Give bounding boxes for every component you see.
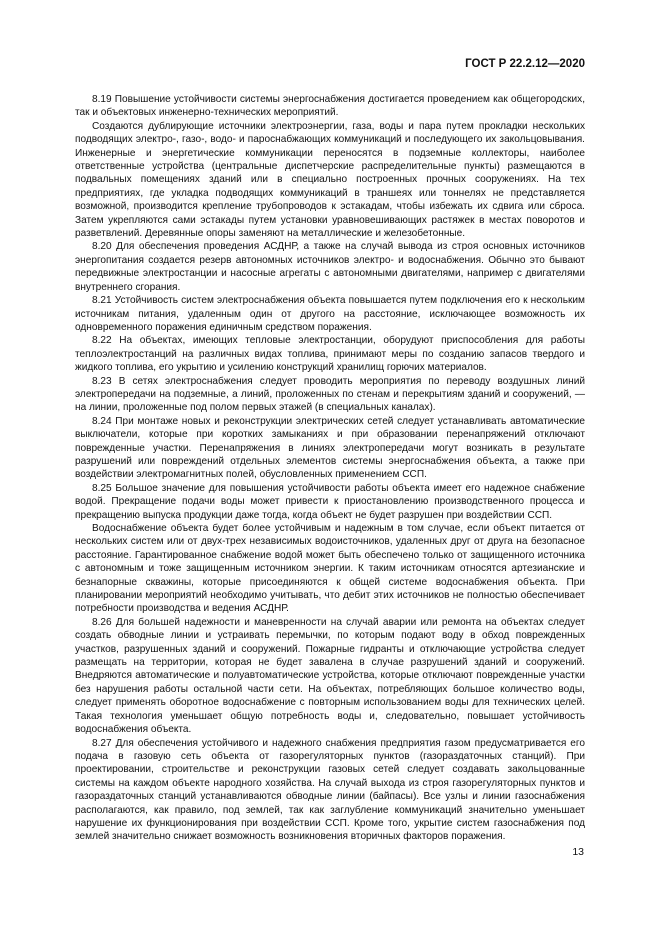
paragraph-8-22: 8.22 На объектах, имеющих тепловые электростанции, оборудуют приспособления для работы теплоэлектростанций на различных видах топлива, принимают меры по созданию запасов твердого и жидкого топлива, его укрытию и усилению конструкций хранилищ горючих материалов. — [75, 335, 585, 374]
paragraph-8-23: 8.23 В сетях электроснабжения следует проводить мероприятия по переводу воздушных линий электропередачи на подземные, а линий, проложенных по стенам и перекрытиям зданий и сооружений, — на линии, проложенные под полом первых этажей (в специальных каналах). — [75, 375, 585, 414]
document-body — [75, 93, 585, 844]
document-standard-header: ГОСТ Р 22.2.12—2020 — [465, 58, 585, 70]
paragraph-8-27: 8.27 Для обеспечения устойчивого и надежного снабжения предприятия газом предусматривается его подача в газовую сеть объекта от газорегуляторных пунктов (газораздаточных станций). При проектировании, строительстве и реконструкции газовых сетей следует создавать закольцованные системы на каждом объекте народного хозяйства. На случай выхода из строя газорегуляторных пунктов и газораздаточных станций устанавливаются обводные линии (байпасы). Все узлы и линии газоснабжения располагаются, как правило, под землей, так как заглубление коммуникаций значительно уменьшает нарушение их функционирования при воздействии ССП. Кроме того, укрытие систем газоснабжения под землей значительно снижает возможность возникновения вторичных факторов поражения. — [75, 737, 585, 843]
paragraph-8-19: 8.19 Повышение устойчивости системы энергоснабжения достигается проведением как общегородских, так и объектовых инженерно-технических мероприятий. — [75, 94, 585, 119]
paragraph-8-19-detail: Создаются дублирующие источники электроэнергии, газа, воды и пара путем прокладки нескольких подводящих электро-, газо-, водо- и пароснабжающих коммуникаций и последующего их закольцовывания. Инженерные и энергетические коммуникации переносятся в подземные коллекторы, наиболее ответственные устройства (центральные диспетчерские распределительные пункты) размещаются в подвальных помещениях зданий или в специально построенных прочных сооружениях. На тех предприятиях, где укладка подводящих коммуникаций в траншеях или тоннелях не представляется возможной, производится крепление трубопроводов к эстакадам, чтобы избежать их сдвига или сброса. Затем укрепляются сами эстакады путем установки уравновешивающих растяжек в местах поворотов и разветвлений. Деревянные опоры заменяют на металлические и железобетонные. — [75, 120, 585, 240]
paragraph-8-24: 8.24 При монтаже новых и реконструкции электрических сетей следует устанавливать автоматические выключатели, которые при коротких замыканиях и при образовании перенапряжений отключают поврежденные участки. Перенапряжения в линиях электропередачи могут возникать в результате разрушений или повреждений отдельных элементов системы энергоснабжения объекта, а также при воздействии электромагнитных полей, обусловленных применением ССП. — [75, 415, 585, 481]
paragraph-8-25: 8.25 Большое значение для повышения устойчивости работы объекта имеет его надежное снабжение водой. Прекращение подачи воды может привести к приостановлению производственного процесса и прекращению выпуска продукции даже тогда, когда объект не будет разрушен при воздействии ССП. — [75, 482, 585, 521]
page-number: 13 — [572, 846, 584, 858]
paragraph-8-20: 8.20 Для обеспечения проведения АСДНР, а также на случай вывода из строя основных источников энергопитания создается резерв автономных источников электро- и водоснабжения. Обычно это бывают передвижные электростанции и насосные агрегаты с автономными двигателями, например с двигателями внутреннего сгорания. — [75, 241, 585, 293]
paragraph-8-26: 8.26 Для большей надежности и маневренности на случай аварии или ремонта на объектах следует создать обводные линии и устраивать перемычки, по которым подают воду в обход поврежденных участков, разрушенных зданий и сооружений. Пожарные гидранты и отключающие устройства следует размещать на территории, которая не будет завалена в случае разрушений зданий и сооружений. Внедряются автоматические и полуавтоматические устройства, которые отключают поврежденные участки без нарушения работы остальной части сети. На объектах, потребляющих большое количество воды, следует применять оборотное водоснабжение с повторным использованием воды для технических целей. Такая технология уменьшает общую потребность воды и, следовательно, повышает устойчивость водоснабжения объекта. — [75, 616, 585, 736]
paragraph-8-25-detail: Водоснабжение объекта будет более устойчивым и надежным в том случае, если объект питается от нескольких систем или от двух-трех независимых водоисточников, удаленных друг от друга на безопасное расстояние. Гарантированное снабжение водой может быть обеспечено только от защищенного источника с автономным и тоже защищенным источником энергии. К таким источникам относятся артезианские и безнапорные скважины, которые присоединяются к общей системе водоснабжения объекта. При планировании мероприятий необходимо учитывать, что дебит этих источников не полностью обеспечивает потребности производства и ведения АСДНР. — [75, 523, 585, 615]
paragraph-8-21: 8.21 Устойчивость систем электроснабжения объекта повышается путем подключения его к нескольким источникам питания, удаленным один от другого на расстояние, исключающее возможность их одновременного поражения единичным средством поражения. — [75, 295, 585, 333]
